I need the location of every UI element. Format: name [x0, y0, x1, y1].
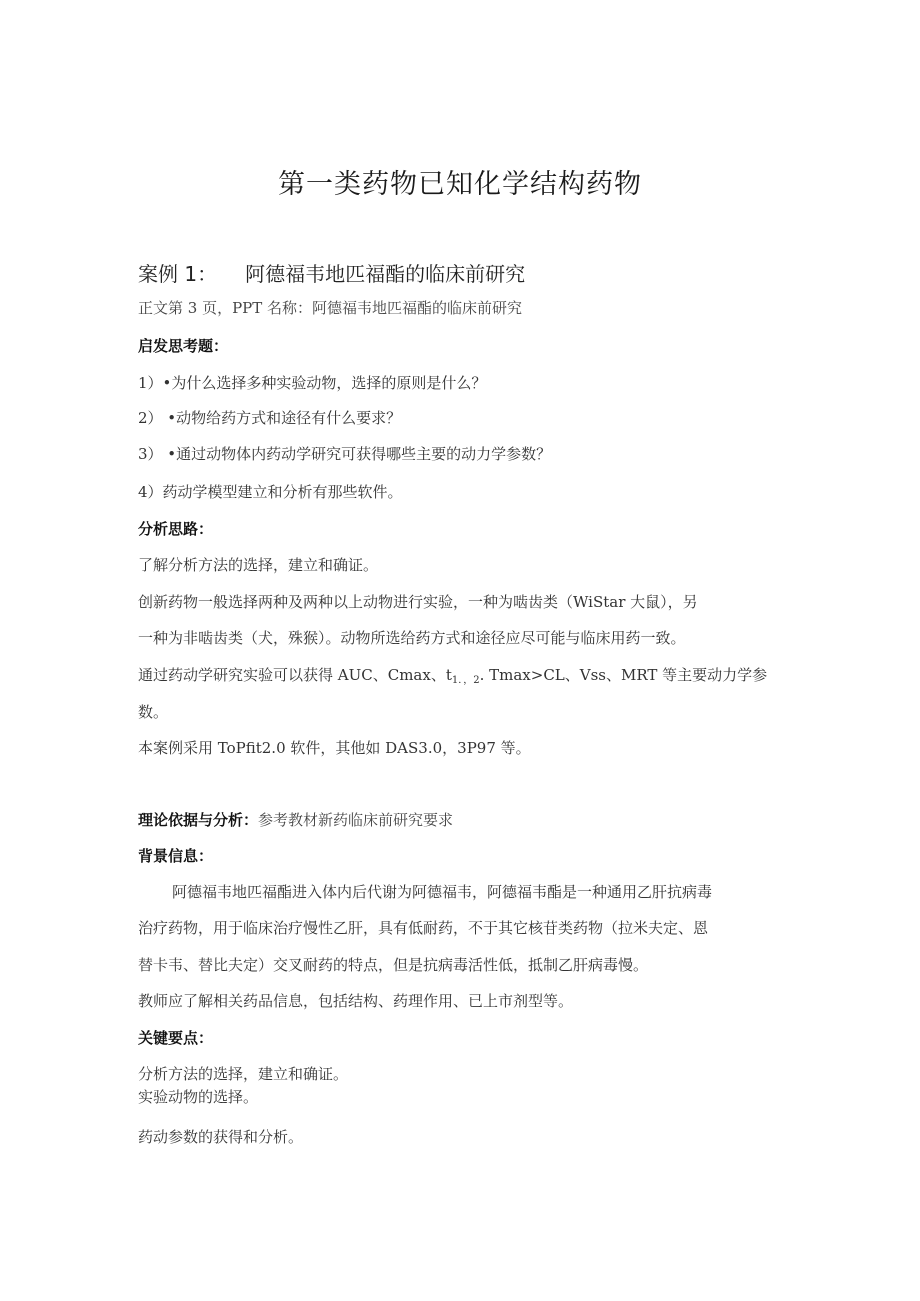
analysis-line	[138, 665, 767, 691]
theory-heading: 理论依据与分析：	[138, 811, 259, 829]
key-point-item: 药动参数的获得和分析。	[138, 1128, 304, 1146]
analysis-text: 通过药动学研究实验可以获得 AUC、Cmax、t	[138, 666, 452, 684]
theory-text: 参考教材新药临床前研究要求	[258, 811, 454, 829]
question-item: 1）•为什么选择多种实验动物，选择的原则是什么？	[138, 374, 487, 392]
analysis-subscript: 1．，2	[451, 675, 480, 686]
analysis-line: 一种为非啮齿类（犬，殊猴）。动物所选给药方式和途径应尽可能与临床用药一致。	[138, 629, 686, 647]
analysis-line: 创新药物一般选择两种及两种以上动物进行实验，一种为啮齿类（WiStar 大鼠），另	[138, 593, 698, 611]
analysis-line: 数。	[138, 703, 169, 721]
key-points-heading: 关键要点：	[138, 1029, 214, 1047]
theory-line	[138, 810, 453, 830]
analysis-line: 了解分析方法的选择，建立和确证。	[138, 556, 379, 574]
document-title: 第一类药物已知化学结构药物	[278, 169, 642, 200]
background-line: 治疗药物，用于临床治疗慢性乙肝，具有低耐药，不于其它核苷类药物（拉米夫定、恩	[138, 919, 709, 937]
key-point-item: 实验动物的选择。	[138, 1088, 259, 1106]
background-heading: 背景信息：	[138, 847, 214, 865]
analysis-line: 本案例采用 ToPfit2.0 软件，其他如 DAS3.0，3P97 等。	[138, 739, 531, 757]
source-note: 正文第 3 页，PPT 名称：阿德福韦地匹福酯的临床前研究	[138, 299, 523, 317]
case-title	[138, 258, 525, 287]
question-item: 3） •通过动物体内药动学研究可获得哪些主要的动力学参数？	[138, 445, 552, 463]
background-line: 阿德福韦地匹福酯进入体内后代谢为阿德福韦，阿德福韦酯是一种通用乙肝抗病毒	[172, 883, 713, 901]
background-line: 教师应了解相关药品信息，包括结构、药理作用、已上市剂型等。	[138, 992, 574, 1010]
analysis-text: . Tmax>CL、Vss、MRT 等主要动力学参	[479, 666, 768, 684]
question-item: 2） •动物给药方式和途径有什么要求？	[138, 409, 402, 427]
case-name: 阿德福韦地匹福酯的临床前研究	[245, 262, 526, 286]
analysis-heading: 分析思路：	[138, 520, 214, 538]
background-line: 替卡韦、替比夫定）交叉耐药的特点，但是抗病毒活性低，抵制乙肝病毒慢。	[138, 956, 649, 974]
case-label: 案例 1：	[138, 262, 218, 286]
questions-heading: 启发思考题：	[138, 337, 229, 355]
question-item: 4）药动学模型建立和分析有那些软件。	[138, 483, 403, 501]
key-point-item: 分析方法的选择，建立和确证。	[138, 1065, 349, 1083]
